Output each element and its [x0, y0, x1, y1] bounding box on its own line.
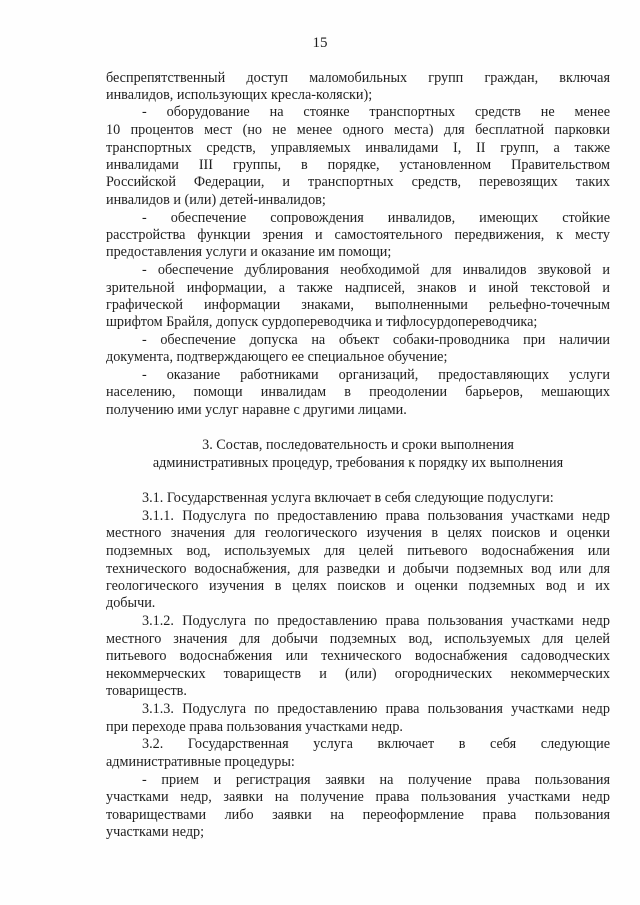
- text-line: 3.1. Государственная услуга включает в себя следующие подуслуги:: [142, 490, 554, 506]
- text-line: транспортных средств, управляемых инвалидами I, II групп, а также: [106, 140, 610, 156]
- text-line: - прием и регистрация заявки на получение права пользования: [142, 772, 610, 788]
- text-line: подземных вод, используемых для целей питьевого водоснабжения или: [106, 543, 610, 559]
- text-line: - обеспечение допуска на объект собаки-проводника при наличии: [142, 332, 610, 348]
- text-line: шрифтом Брайля, допуск сурдопереводчика и тифлосурдопереводчика;: [106, 314, 538, 330]
- text-line: местного значения для геологического изучения в целях поисков и оценки: [106, 525, 610, 541]
- text-line: - оказание работниками организаций, предоставляющих услуги: [142, 367, 610, 383]
- text-line: беспрепятственный доступ маломобильных групп граждан, включая: [106, 70, 610, 86]
- text-line: товариществ.: [106, 683, 187, 699]
- text-line: 3.1.2. Подуслуга по предоставлению права пользования участками недр: [142, 613, 610, 629]
- text-line: населению, помощи инвалидам в преодолении барьеров, мешающих: [106, 384, 610, 400]
- text-line: геологического изучения в целях поисков и оценки подземных вод и их: [106, 578, 610, 594]
- text-line: питьевого водоснабжения или технического водоснабжения садоводческих: [106, 648, 610, 664]
- text-line: некоммерческих товариществ и (или) огороднических некоммерческих: [106, 666, 610, 682]
- text-line: 3.2. Государственная услуга включает в себя следующие: [142, 736, 610, 752]
- text-line: 3.1.1. Подуслуга по предоставлению права пользования участками недр: [142, 508, 610, 524]
- text-line: местного значения для добычи подземных вод, используемых для целей: [106, 631, 610, 647]
- text-line: - обеспечение дублирования необходимой для инвалидов звуковой и: [142, 262, 610, 278]
- text-line: Российской Федерации, и транспортных средств, перевозящих таких: [106, 174, 610, 190]
- text-line: инвалидов, использующих кресла-коляски);: [106, 87, 373, 103]
- text-line: 3.1.3. Подуслуга по предоставлению права пользования участками недр: [142, 701, 610, 717]
- text-line: 10 процентов мест (но не менее одного места) для бесплатной парковки: [106, 122, 610, 138]
- text-line: расстройства функции зрения и самостоятельного передвижения, к месту: [106, 227, 610, 243]
- text-line: инвалидами III группы, в порядке, установленном Правительством: [106, 157, 610, 173]
- text-line: зрительной информации, а также надписей, знаков и иной текстовой и: [106, 280, 610, 296]
- text-line: при переходе права пользования участками недр.: [106, 719, 403, 735]
- text-line: товариществами либо заявки на переоформление права пользования: [106, 807, 610, 823]
- text-line: инвалидов и (или) детей-инвалидов;: [106, 192, 326, 208]
- page-number: 15: [312, 35, 328, 51]
- text-line: предоставления услуги и оказание им помощи;: [106, 244, 392, 260]
- text-line: 3. Состав, последовательность и сроки выполнения: [202, 437, 514, 453]
- text-line: документа, подтверждающего ее специальное обучение;: [106, 349, 448, 365]
- text-line: - оборудование на стоянке транспортных средств не менее: [142, 104, 610, 120]
- text-line: технического водоснабжения, для разведки и добычи подземных вод или для: [106, 561, 610, 577]
- text-line: - обеспечение сопровождения инвалидов, имеющих стойкие: [142, 210, 610, 226]
- text-line: графической информации знаками, выполненными рельефно-точечным: [106, 297, 610, 313]
- text-line: административных процедур, требования к порядку их выполнения: [152, 455, 564, 471]
- text-line: добычи.: [106, 595, 156, 611]
- text-line: участками недр, заявки на получение права пользования участками недр: [106, 789, 610, 805]
- text-line: административные процедуры:: [106, 754, 295, 770]
- text-line: получению ими услуг наравне с другими лицами.: [106, 402, 407, 418]
- text-line: участками недр;: [106, 824, 205, 840]
